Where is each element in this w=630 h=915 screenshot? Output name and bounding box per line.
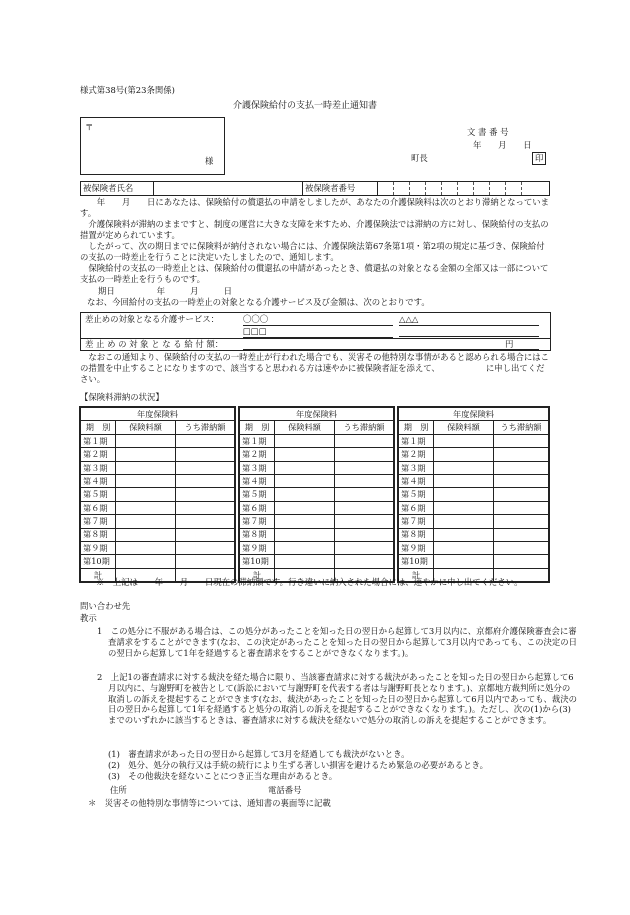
period-label: 第６期 — [80, 501, 116, 514]
insured-number-digit — [426, 182, 442, 195]
period-label: 第６期 — [398, 501, 434, 514]
recipient-suffix: 様 — [205, 156, 214, 166]
period-label: 第４期 — [398, 474, 434, 487]
insured-number-digit — [490, 182, 506, 195]
period-label: 第２期 — [398, 448, 434, 461]
col-premium: 保険料額 — [275, 421, 335, 434]
service-value-1: 〇〇〇 — [243, 314, 393, 326]
arrears-table-1 — [79, 406, 236, 583]
period-label: 第２期 — [239, 448, 275, 461]
year-header: 年度保険料 — [398, 407, 549, 421]
period-label: 第10期 — [398, 555, 434, 568]
contact-address-label: 住所 — [110, 785, 127, 795]
period-label: 第３期 — [398, 461, 434, 474]
year-header: 年度保険料 — [239, 407, 394, 421]
period-label: 第７期 — [239, 515, 275, 528]
total-label: 計 — [398, 568, 434, 582]
col-arrears: うち滞納額 — [335, 421, 395, 434]
deadline-line: 期日 年 月 日 — [98, 286, 232, 296]
issue-date: 年 月 日 — [473, 140, 532, 150]
period-label: 第10期 — [80, 555, 116, 568]
amount-value — [243, 339, 539, 350]
year-header: 年度保険料 — [80, 407, 235, 421]
paragraph-definition: 保険給付の支払の一時差止とは、保険給付の償還払の申請があったとき、償還払の対象となる金額の全部又は一部について支払の一時差止を行うものです。 — [80, 263, 549, 284]
paragraph-target: なお、今回給付の支払の一時差止の対象となる介護サービス及び金額は、次のとおりです。 — [87, 297, 430, 307]
service-box — [80, 312, 551, 351]
paragraph-application: 年 月 日にあなたは、保険給付の償還払の申請をしましたが、あなたの介護保険料は次のとおり滞納となっています。 — [80, 197, 549, 218]
arrears-footnote: ※ 上記は 年 月 日現在の滞納額です。行き違いに納入された場合には、速やかに申し出てください。 — [96, 577, 523, 587]
insured-number-digit — [474, 182, 490, 195]
period-label: 第７期 — [80, 515, 116, 528]
arrears-table-3 — [397, 406, 550, 583]
insured-info-row — [80, 181, 550, 196]
insured-number-digit — [442, 182, 458, 195]
insured-name-label: 被保険者氏名 — [81, 182, 154, 195]
period-label: 第５期 — [398, 488, 434, 501]
mayor-label: 町長 — [411, 153, 428, 163]
contact-label: 問い合わせ先 — [80, 601, 131, 611]
instruction-item-1: 1 この処分に不服がある場合は、この処分があったことを知った日の翌日から起算して3月以内に、京都府介護保険審査会に審査請求をすることができます(なお、この決定があったことを知った日の翌日から起算して3月以内であっても、この決定の日の翌日から起算して1年を経過すると審査請求をすることができなくなります。)。 — [97, 626, 578, 658]
col-premium: 保険料額 — [434, 421, 494, 434]
period-label: 第４期 — [239, 474, 275, 487]
document-number-label: 文 書 番 号 — [467, 127, 509, 137]
period-label: 第２期 — [80, 448, 116, 461]
document-title: 介護保険給付の支払一時差止通知書 — [233, 101, 378, 111]
instruction-sub-2: (2) 処分、処分の執行又は手続の続行により生ずる著しい損害を避けるため緊急の必要があるとき。 — [108, 760, 489, 770]
period-label: 第８期 — [398, 528, 434, 541]
col-arrears: うち滞納額 — [494, 421, 550, 434]
period-label: 第３期 — [80, 461, 116, 474]
service-value-2: △△△ — [399, 314, 539, 326]
instruction-item-2: 2 上記1の審査請求に対する裁決を経た場合に限り、当該審査請求に対する裁決があったことを知った日の翌日から起算して6月以内に、与謝野町を被告として(訴訟において与謝野町を代表する者は与謝野町長となります。)、京都地方裁判所に処分の取消しの訴えを提起することができます(なお、裁決があったことを知った日の翌日から起算して6月以内であっても、裁決の日の翌日から起算して1年を経過すると処分の取消しの訴えを提起することができなくなります。)。ただし、次の(1)から(3)までのいずれかに該当するときは、審査請求に対する裁決を経ないで処分の取消しの訴えを提起することができます。 — [97, 672, 578, 725]
seal-mark: 印 — [532, 152, 546, 165]
period-label: 第６期 — [239, 501, 275, 514]
col-premium: 保険料額 — [116, 421, 176, 434]
insured-number-digit — [410, 182, 426, 195]
arrears-section-title: 【保険料滞納の状況】 — [80, 392, 164, 402]
instruction-title: 教示 — [80, 613, 97, 623]
insured-name-value — [154, 182, 303, 195]
insured-number-digit — [458, 182, 474, 195]
period-label: 第５期 — [239, 488, 275, 501]
total-label: 計 — [80, 568, 116, 582]
period-label: 第３期 — [239, 461, 275, 474]
insured-number-digit — [378, 182, 394, 195]
period-label: 第４期 — [80, 474, 116, 487]
period-label: 第８期 — [239, 528, 275, 541]
period-label: 第１期 — [398, 434, 434, 447]
insured-number-label: 被保険者番号 — [303, 182, 378, 195]
paragraph-system: 介護保険料が滞納のままですと、制度の運営に大きな支障を来すため、介護保険法では滞納の方に対し、保険給付の支払の措置が定められています。 — [80, 219, 549, 240]
period-label: 第１期 — [239, 434, 275, 447]
period-label: 第５期 — [80, 488, 116, 501]
contact-phone-label: 電話番号 — [268, 785, 302, 795]
col-arrears: うち滞納額 — [176, 421, 236, 434]
address-box — [80, 117, 225, 175]
service-label: 差止めの対象となる介護サービス： — [85, 314, 219, 324]
amount-label: 差 止 め の 対 象 と な る 給 付 額： — [85, 339, 224, 349]
amount-unit: 円 — [505, 339, 514, 349]
col-period: 期 別 — [80, 421, 116, 434]
period-label: 第８期 — [80, 528, 116, 541]
col-period: 期 別 — [398, 421, 434, 434]
period-label: 第９期 — [80, 541, 116, 554]
form-number: 様式第38号(第23条関係) — [80, 85, 175, 95]
insured-number-digit — [522, 182, 549, 195]
paragraph-decision: したがって、次の期日までに保険料が納付されない場合には、介護保険法第67条第1項・第2項の規定に基づき、保険給付の支払の一時差止を行うことに決定いたしましたので、通知します。 — [80, 241, 545, 262]
instruction-sub-3: (3) その他裁決を経ないことにつき正当な理由があるとき。 — [108, 771, 338, 781]
arrears-table-2 — [238, 406, 395, 583]
suspension-cancel-note: なおこの通知より、保険給付の支払の一時差止が行われた場合でも、災害その他特別な事情があると認められる場合にはこの措置を中止することになりますので、該当すると思われる方は速やかに被保険者証を添えて、 に申し出てください。 — [80, 352, 549, 384]
period-label: 第１期 — [80, 434, 116, 447]
insured-number-digit — [506, 182, 522, 195]
total-label: 計 — [239, 568, 275, 582]
instruction-sub-1: (1) 審査請求があった日の翌日から起算して3月を経過しても裁決がないとき。 — [108, 749, 410, 759]
period-label: 第７期 — [398, 515, 434, 528]
period-label: 第10期 — [239, 555, 275, 568]
insured-number-digit — [394, 182, 410, 195]
col-period: 期 別 — [239, 421, 275, 434]
postal-mark: 〒 — [85, 122, 94, 132]
final-note: ＊ 災害その他特別な事情等については、通知書の裏面等に記載 — [88, 798, 331, 808]
service-value-blank — [399, 326, 539, 337]
period-label: 第９期 — [239, 541, 275, 554]
period-label: 第９期 — [398, 541, 434, 554]
service-value-3: □□□ — [243, 326, 393, 338]
